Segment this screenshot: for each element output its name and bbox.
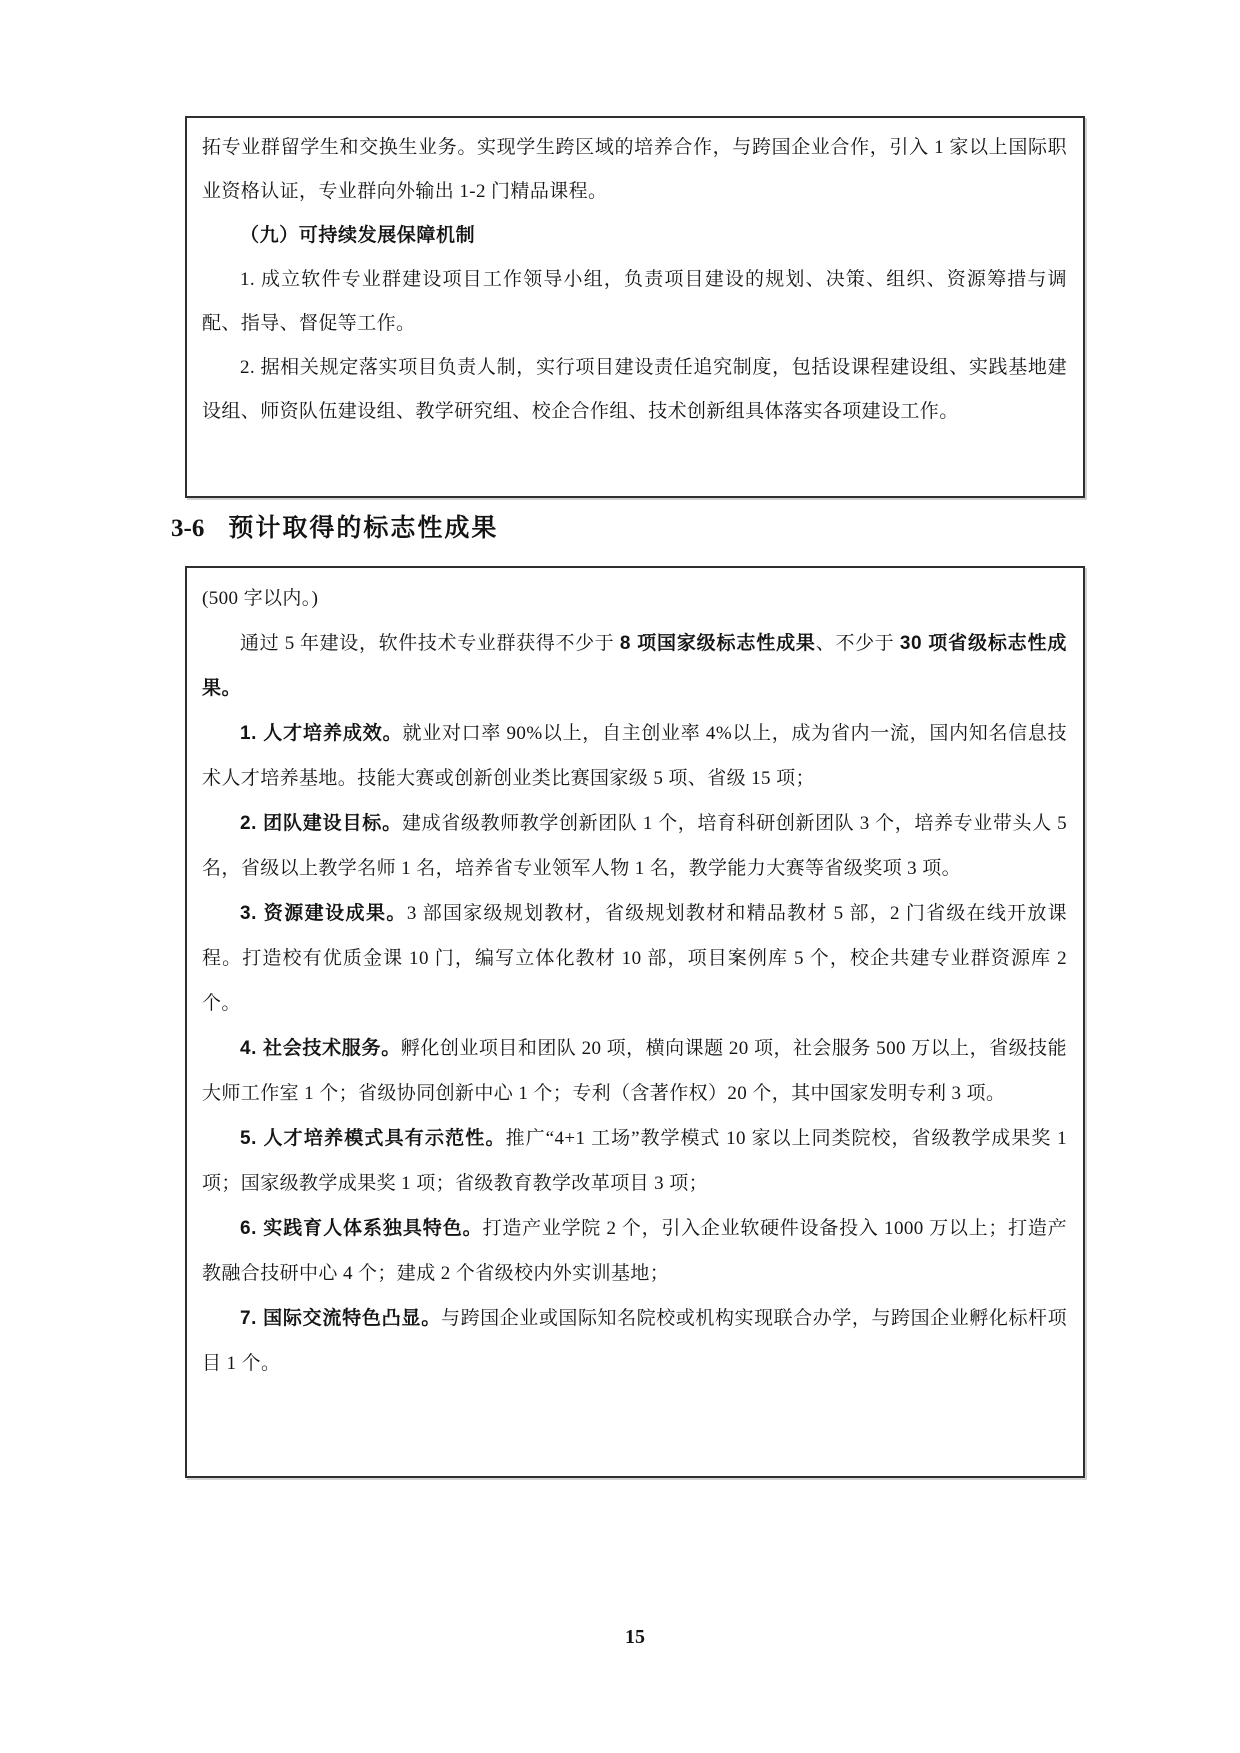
results-text-box	[185, 566, 1085, 1478]
section-title: 预计取得的标志性成果	[228, 514, 499, 542]
paragraph-item-3-resource-building: 3. 资源建设成果。3 部国家级规划教材，省级规划教材和精品教材 5 部，2 门省级在线开放课程。打造校有优质金课 10 门，编写立体化教材 10 部，项目案例库 5 个，校企共建专业群资源库 2 个。	[202, 903, 1067, 1014]
section-number: 3-6	[171, 515, 205, 542]
continuation-text-box	[185, 116, 1085, 498]
paragraph-item-7-international-exchange: 7. 国际交流特色凸显。与跨国企业或国际知名院校或机构实现联合办学，与跨国企业孵化标杆项目 1 个。	[202, 1308, 1067, 1374]
paragraph-item-6-practice-education: 6. 实践育人体系独具特色。打造产业学院 2 个，引入企业软硬件设备投入 1000 万以上；打造产教融合技研中心 4 个；建成 2 个省级校内外实训基地；	[202, 1218, 1067, 1284]
word-limit-note: (500 字以内。)	[202, 588, 319, 609]
paragraph-responsibility: 2. 据相关规定落实项目负责人制，实行项目建设责任追究制度，包括设课程建设组、实践基地建设组、师资队伍建设组、教学研究组、校企合作组、技术创新组具体落实各项建设工作。	[202, 357, 1067, 422]
page-number: 15	[625, 1626, 645, 1648]
paragraph-item-2-team-building: 2. 团队建设目标。建成省级教师教学创新团队 1 个，培育科研创新团队 3 个，培养专业带头人 5 名，省级以上教学名师 1 名，培养省专业领军人物 1 名，教学能力大赛等省级奖项 3 项。	[202, 813, 1067, 879]
paragraph-continuation: 拓专业群留学生和交换生业务。实现学生跨区域的培养合作，与跨国企业合作，引入 1 家以上国际职业资格认证，专业群向外输出 1-2 门精品课程。	[202, 137, 1067, 202]
paragraph-leading-group: 1. 成立软件专业群建设项目工作领导小组，负责项目建设的规划、决策、组织、资源筹措与调配、指导、督促等工作。	[202, 269, 1067, 334]
paragraph-item-4-social-services: 4. 社会技术服务。孵化创业项目和团队 20 项，横向课题 20 项，社会服务 500 万以上，省级技能大师工作室 1 个；省级协同创新中心 1 个；专利（含著作权）20 个，其中国家发明专利 3 项。	[202, 1038, 1067, 1104]
paragraph-item-1-talent-cultivation: 1. 人才培养成效。就业对口率 90%以上，自主创业率 4%以上，成为省内一流，国内知名信息技术人才培养基地。技能大赛或创新创业类比赛国家级 5 项、省级 15 项；	[202, 723, 1067, 789]
subsection-heading-nine: （九）可持续发展保障机制	[240, 225, 476, 246]
section-heading	[171, 508, 498, 544]
paragraph-item-5-training-model: 5. 人才培养模式具有示范性。推广“4+1 工场”教学模式 10 家以上同类院校，省级教学成果奖 1 项；国家级教学成果奖 1 项；省级教育教学改革项目 3 项；	[202, 1128, 1067, 1194]
paragraph-overview: 通过 5 年建设，软件技术专业群获得不少于 8 项国家级标志性成果、不少于 30 项省级标志性成果。	[202, 633, 1067, 699]
